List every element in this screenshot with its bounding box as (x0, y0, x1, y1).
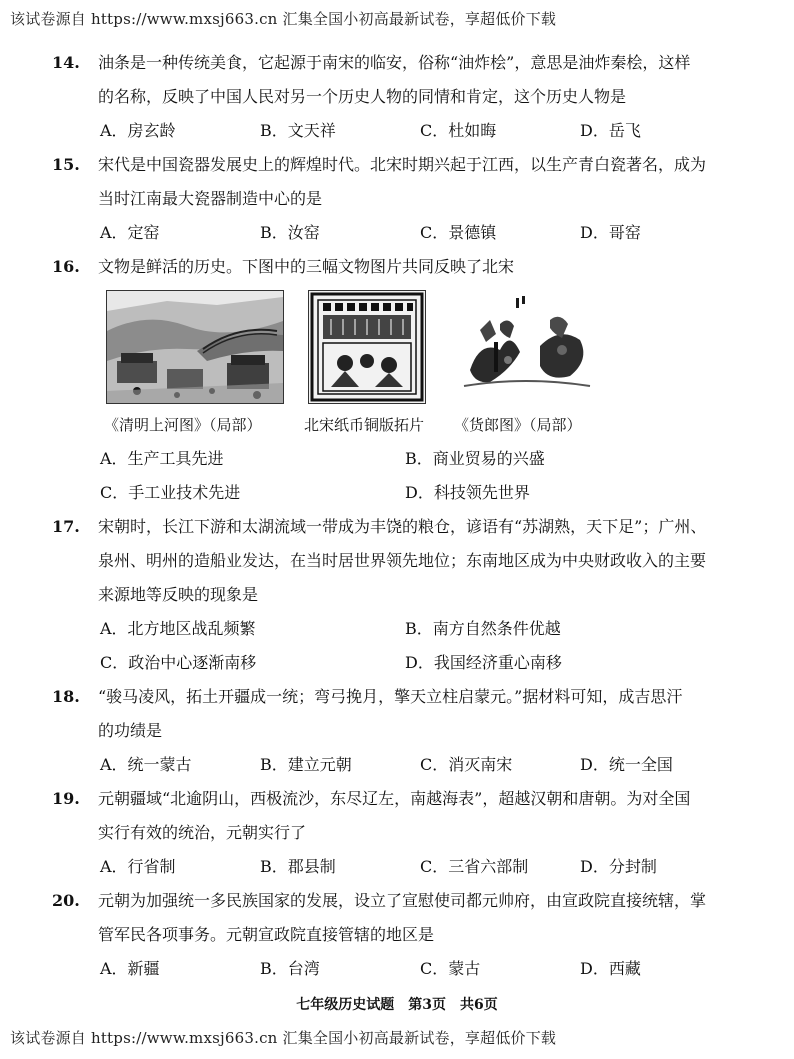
qingming-painting-image (106, 290, 284, 404)
question-number: 17. (52, 517, 80, 536)
stem-line: 来源地等反映的现象是 (98, 585, 259, 604)
option-c: C．消灭南宋 (420, 755, 513, 774)
option-a: A．新疆 (100, 959, 160, 978)
option-d: D．统一全国 (580, 755, 673, 774)
option-a: A．定窑 (100, 223, 160, 242)
stem-line: 管军民各项事务。元朝宣政院直接管辖的地区是 (98, 925, 435, 944)
question-number: 15. (52, 155, 80, 174)
option-b: B．文天祥 (260, 121, 336, 140)
options-20 (58, 952, 770, 986)
question-stem (58, 782, 770, 850)
question-number: 16. (52, 257, 80, 276)
page-footer: 七年级历史试题 第3页 共6页 (296, 997, 498, 1013)
artifact-images (58, 290, 770, 404)
option-c: C．杜如晦 (420, 121, 497, 140)
question-20 (52, 884, 770, 952)
option-b: B．商业贸易的兴盛 (405, 449, 545, 468)
option-b: B．南方自然条件优越 (405, 619, 561, 638)
question-number: 19. (52, 789, 80, 808)
question-15 (52, 148, 770, 216)
source-banner-top: 该试卷源自 https://www.mxsj663.cn 汇集全国小初高最新试卷，享超低价下载 (10, 10, 557, 28)
question-16 (52, 250, 770, 284)
option-d: D．西藏 (580, 959, 641, 978)
option-d: D．岳飞 (580, 121, 641, 140)
question-14 (52, 46, 770, 114)
option-c: C．手工业技术先进 (100, 483, 241, 502)
option-b: B．台湾 (260, 959, 320, 978)
caption-peddler: 《货郎图》（局部） (454, 416, 582, 434)
question-number: 20. (52, 891, 80, 910)
exam-page (52, 46, 770, 986)
question-18 (52, 680, 770, 748)
options-18 (58, 748, 770, 782)
caption-banknote: 北宋纸币铜版拓片 (304, 416, 425, 434)
caption-qingming: 《清明上河图》（局部） (104, 416, 262, 434)
stem-line: 实行有效的统治，元朝实行了 (98, 823, 307, 842)
question-stem (58, 680, 770, 748)
stem-line: 元朝疆域“北逾阴山，西极流沙，东尽辽左，南越海表”，超越汉朝和唐朝。为对全国 (98, 789, 691, 808)
options-17 (58, 612, 770, 680)
source-banner-bottom: 该试卷源自 https://www.mxsj663.cn 汇集全国小初高最新试卷，享超低价下载 (10, 1029, 557, 1047)
options-14 (58, 114, 770, 148)
question-stem (58, 250, 770, 284)
stem-line: 元朝为加强统一多民族国家的发展，设立了宣慰使司都元帅府，由宣政院直接统辖，掌 (98, 891, 707, 910)
stem-line: 宋代是中国瓷器发展史上的辉煌时代。北宋时期兴起于江西，以生产青白瓷著名，成为 (98, 155, 707, 174)
peddler-painting-image (450, 290, 600, 402)
option-a: A．行省制 (100, 857, 176, 876)
stem-line: 泉州、明州的造船业发达，在当时居世界领先地位；东南地区成为中央财政收入的主要 (98, 551, 707, 570)
option-d: D．分封制 (580, 857, 657, 876)
stem-line: “骏马凌风，拓土开疆成一统；弯弓挽月，擎天立柱启蒙元。”据材料可知，成吉思汗 (98, 687, 683, 706)
option-a: A．生产工具先进 (100, 449, 224, 468)
option-a: A．统一蒙古 (100, 755, 192, 774)
option-c: C．蒙古 (420, 959, 481, 978)
question-stem (58, 884, 770, 952)
option-a: A．北方地区战乱频繁 (100, 619, 256, 638)
options-15 (58, 216, 770, 250)
option-c: C．景德镇 (420, 223, 497, 242)
stem-line: 宋朝时，长江下游和太湖流域一带成为丰饶的粮仓，谚语有“苏湖熟，天下足”；广州、 (98, 517, 707, 536)
option-d: D．我国经济重心南移 (405, 653, 562, 672)
stem-line: 的名称，反映了中国人民对另一个历史人物的同情和肯定，这个历史人物是 (98, 87, 627, 106)
question-stem (58, 148, 770, 216)
image-captions (58, 408, 770, 442)
question-stem (58, 510, 770, 612)
option-b: B．郡县制 (260, 857, 336, 876)
option-d: D．哥窑 (580, 223, 641, 242)
stem-line: 当时江南最大瓷器制造中心的是 (98, 189, 323, 208)
stem-line: 的功绩是 (98, 721, 163, 740)
option-b: B．汝窑 (260, 223, 320, 242)
option-a: A．房玄龄 (100, 121, 176, 140)
option-d: D．科技领先世界 (405, 483, 530, 502)
stem-line: 文物是鲜活的历史。下图中的三幅文物图片共同反映了北宋 (98, 257, 515, 276)
question-number: 14. (52, 53, 80, 72)
question-number: 18. (52, 687, 80, 706)
options-16 (58, 442, 770, 510)
question-stem (58, 46, 770, 114)
question-17 (52, 510, 770, 612)
song-banknote-rubbing-image (308, 290, 426, 404)
option-b: B．建立元朝 (260, 755, 352, 774)
stem-line: 油条是一种传统美食，它起源于南宋的临安，俗称“油炸桧”，意思是油炸秦桧，这样 (98, 53, 691, 72)
question-19 (52, 782, 770, 850)
option-c: C．政治中心逐渐南移 (100, 653, 257, 672)
options-19 (58, 850, 770, 884)
option-c: C．三省六部制 (420, 857, 529, 876)
